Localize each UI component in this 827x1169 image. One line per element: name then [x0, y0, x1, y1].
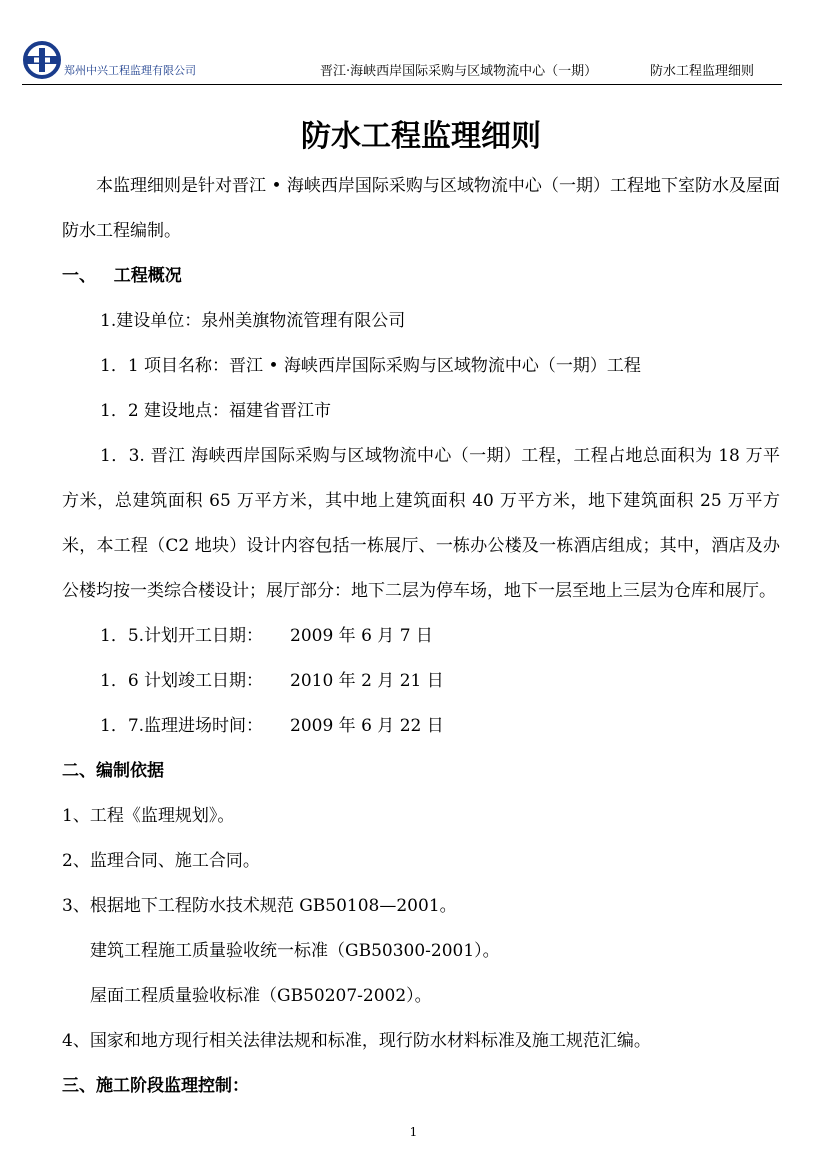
header-rule: [22, 84, 782, 85]
section-1-heading: 一、 工程概况: [62, 266, 182, 286]
page-header: [22, 40, 782, 84]
date-row: [62, 659, 780, 704]
date-label: 1．6 计划竣工日期：: [100, 671, 264, 691]
date-value: 2010 年 2 月 21 日: [290, 671, 444, 691]
section-1-paragraph: 1．3. 晋江 海峡西岸国际采购与区域物流中心（一期）工程，工程占地总面积为 18 万平方米，总建筑面积 65 万平方米，其中地上建筑面积 40 万平方米，地下建筑面积 25 万平方米，本工程（C2 地块）设计内容包括一栋展厅、一栋办公楼及一栋酒店组成；其中，酒店及办公楼均按一类综合楼设计；展厅部分：地下二层为停车场，地下一层至地上三层为仓库和展厅。: [62, 446, 780, 601]
date-row: [62, 614, 780, 659]
section-1-item: 1．1 项目名称：晋江 • 海峡西岸国际采购与区域物流中心（一期）工程: [100, 356, 641, 376]
date-label: 1．5.计划开工日期：: [100, 626, 264, 646]
section-1-item: 1．2 建设地点：福建省晋江市: [100, 401, 332, 421]
intro-paragraph: 本监理细则是针对晋江 • 海峡西岸国际采购与区域物流中心（一期）工程地下室防水及屋面防水工程编制。: [62, 176, 780, 241]
project-name: 晋江·海峡西岸国际采购与区域物流中心（一期）: [320, 64, 598, 79]
section-2-item: 3、根据地下工程防水技术规范 GB50108—2001。: [62, 896, 457, 916]
section-2-sub-item: 屋面工程质量验收标准（GB50207-2002）。: [90, 986, 432, 1006]
section-2-item: 2、监理合同、施工合同。: [62, 851, 260, 871]
company-name: 郑州中兴工程监理有限公司: [64, 64, 196, 77]
date-value: 2009 年 6 月 7 日: [290, 626, 433, 646]
date-label: 1．7.监理进场时间：: [100, 716, 264, 736]
document-title: 防水工程监理细则: [301, 119, 541, 154]
page-number: 1: [409, 1125, 418, 1139]
section-3-heading: 三、施工阶段监理控制：: [62, 1076, 249, 1096]
company-logo-icon: [22, 40, 62, 80]
section-2-sub-item: 建筑工程施工质量验收统一标准（GB50300-2001）。: [90, 941, 500, 961]
section-2-item: 4、国家和地方现行相关法律法规和标准，现行防水材料标准及施工规范汇编。: [62, 1031, 651, 1051]
date-row: [62, 704, 780, 749]
date-value: 2009 年 6 月 22 日: [290, 716, 444, 736]
section-2-item: 1、工程《监理规划》。: [62, 806, 235, 826]
document-body: [62, 112, 780, 1109]
header-doc-name: 防水工程监理细则: [650, 64, 755, 79]
section-2-heading: 二、编制依据: [62, 761, 164, 781]
section-1-item: 1.建设单位：泉州美旗物流管理有限公司: [100, 311, 406, 331]
